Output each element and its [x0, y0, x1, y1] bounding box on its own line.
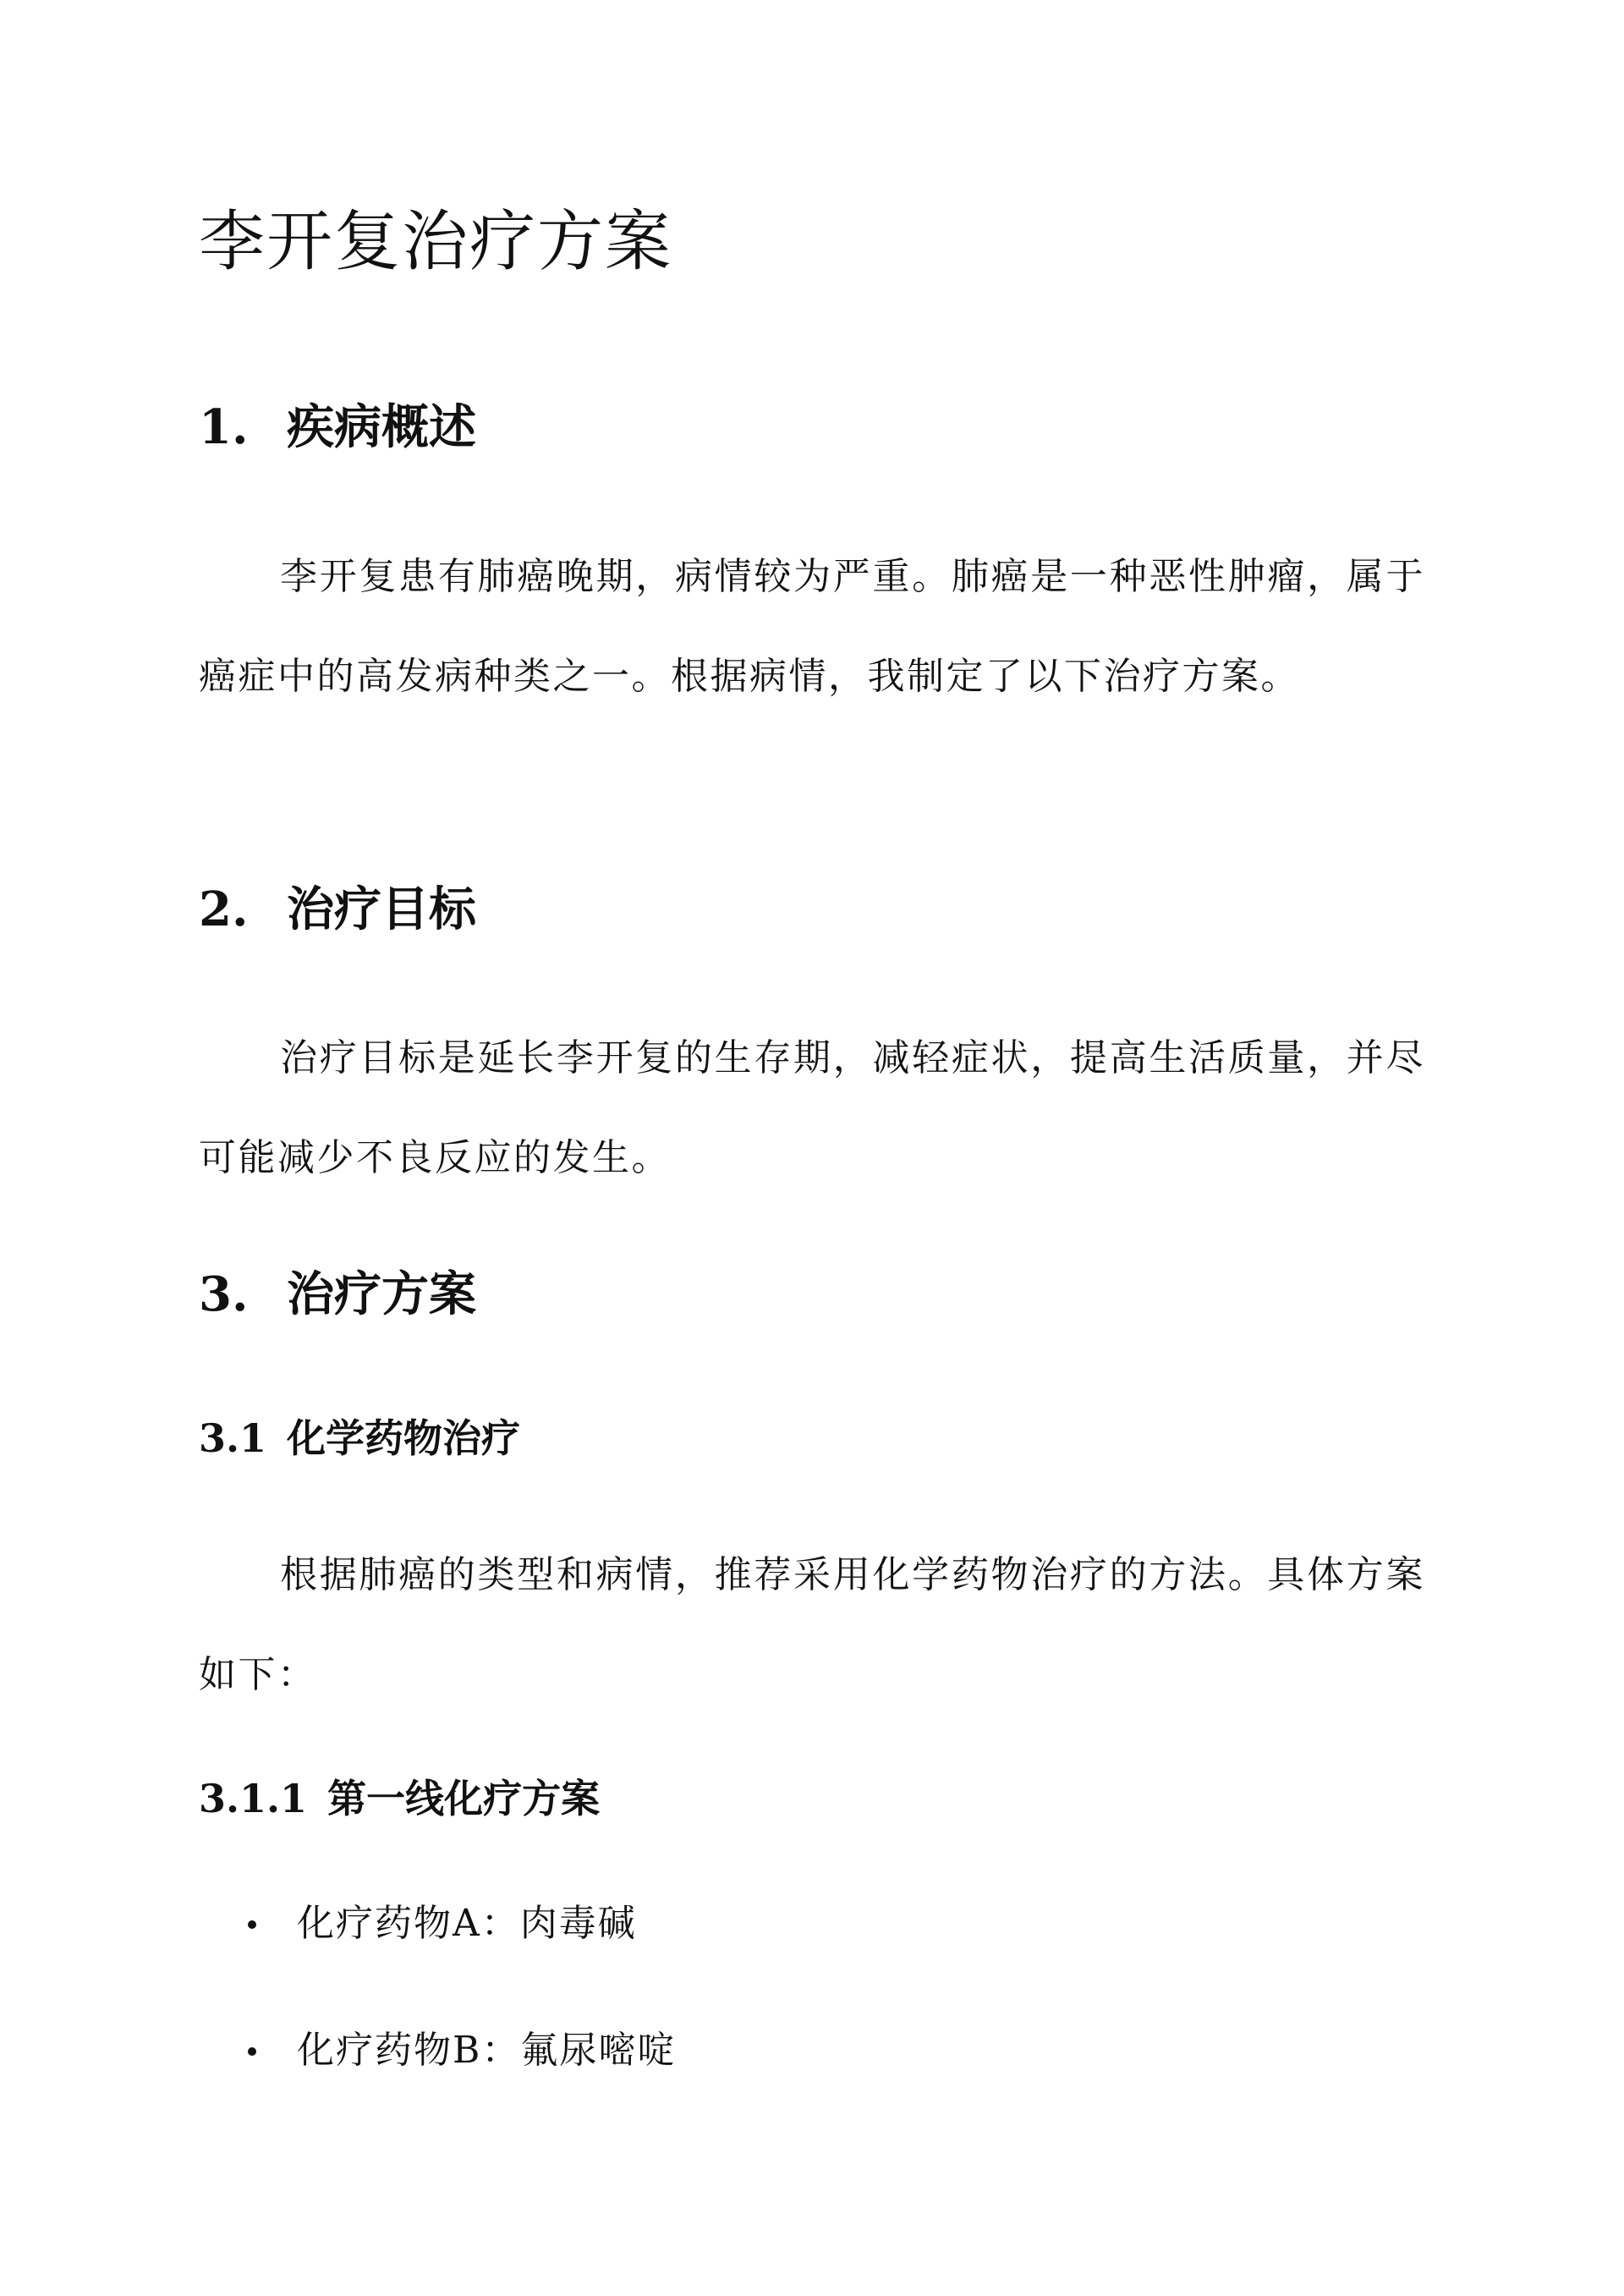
section-title: 疾病概述: [287, 399, 476, 455]
drug-item-text: 化疗药物A：肉毒碱: [297, 1902, 637, 1945]
subsection-number: 3.1: [199, 1415, 267, 1461]
chemo-paragraph: 根据肺癌的类型和病情，推荐采用化学药物治疗的方法。具体方案如下：: [199, 1553, 1425, 1696]
section-title: 治疗目标: [287, 882, 476, 937]
subsection-heading-first-line: [199, 1773, 600, 1824]
bullet-icon: [248, 2047, 256, 2056]
drug-list: [199, 1890, 676, 2144]
drug-item-text: 化疗药物B：氟尿嘧啶: [297, 2029, 677, 2072]
section-title: 治疗方案: [287, 1266, 476, 1322]
document-title: 李开复治疗方案: [199, 204, 673, 280]
section-number: 3.: [199, 1266, 249, 1322]
overview-paragraph: 李开复患有肺癌晚期，病情较为严重。肺癌是一种恶性肿瘤，属于癌症中的高发病种类之一。根据病情，我制定了以下治疗方案。: [199, 555, 1425, 698]
section-heading-goals: [199, 880, 476, 939]
subsection-number: 3.1.1: [199, 1776, 308, 1821]
subsection-title: 化学药物治疗: [287, 1415, 521, 1461]
section-heading-plan: [199, 1265, 476, 1324]
section-heading-overview: [199, 398, 476, 457]
subsection-heading-chemo: [199, 1413, 520, 1464]
section-number: 2.: [199, 882, 249, 937]
subsection-title: 第一线化疗方案: [327, 1776, 601, 1821]
list-item: [199, 1890, 676, 2017]
bullet-icon: [248, 1920, 256, 1929]
section-number: 1.: [199, 399, 249, 455]
goals-paragraph: 治疗目标是延长李开复的生存期，减轻症状，提高生活质量，并尽可能减少不良反应的发生。: [199, 1036, 1425, 1179]
list-item: [199, 2017, 676, 2144]
